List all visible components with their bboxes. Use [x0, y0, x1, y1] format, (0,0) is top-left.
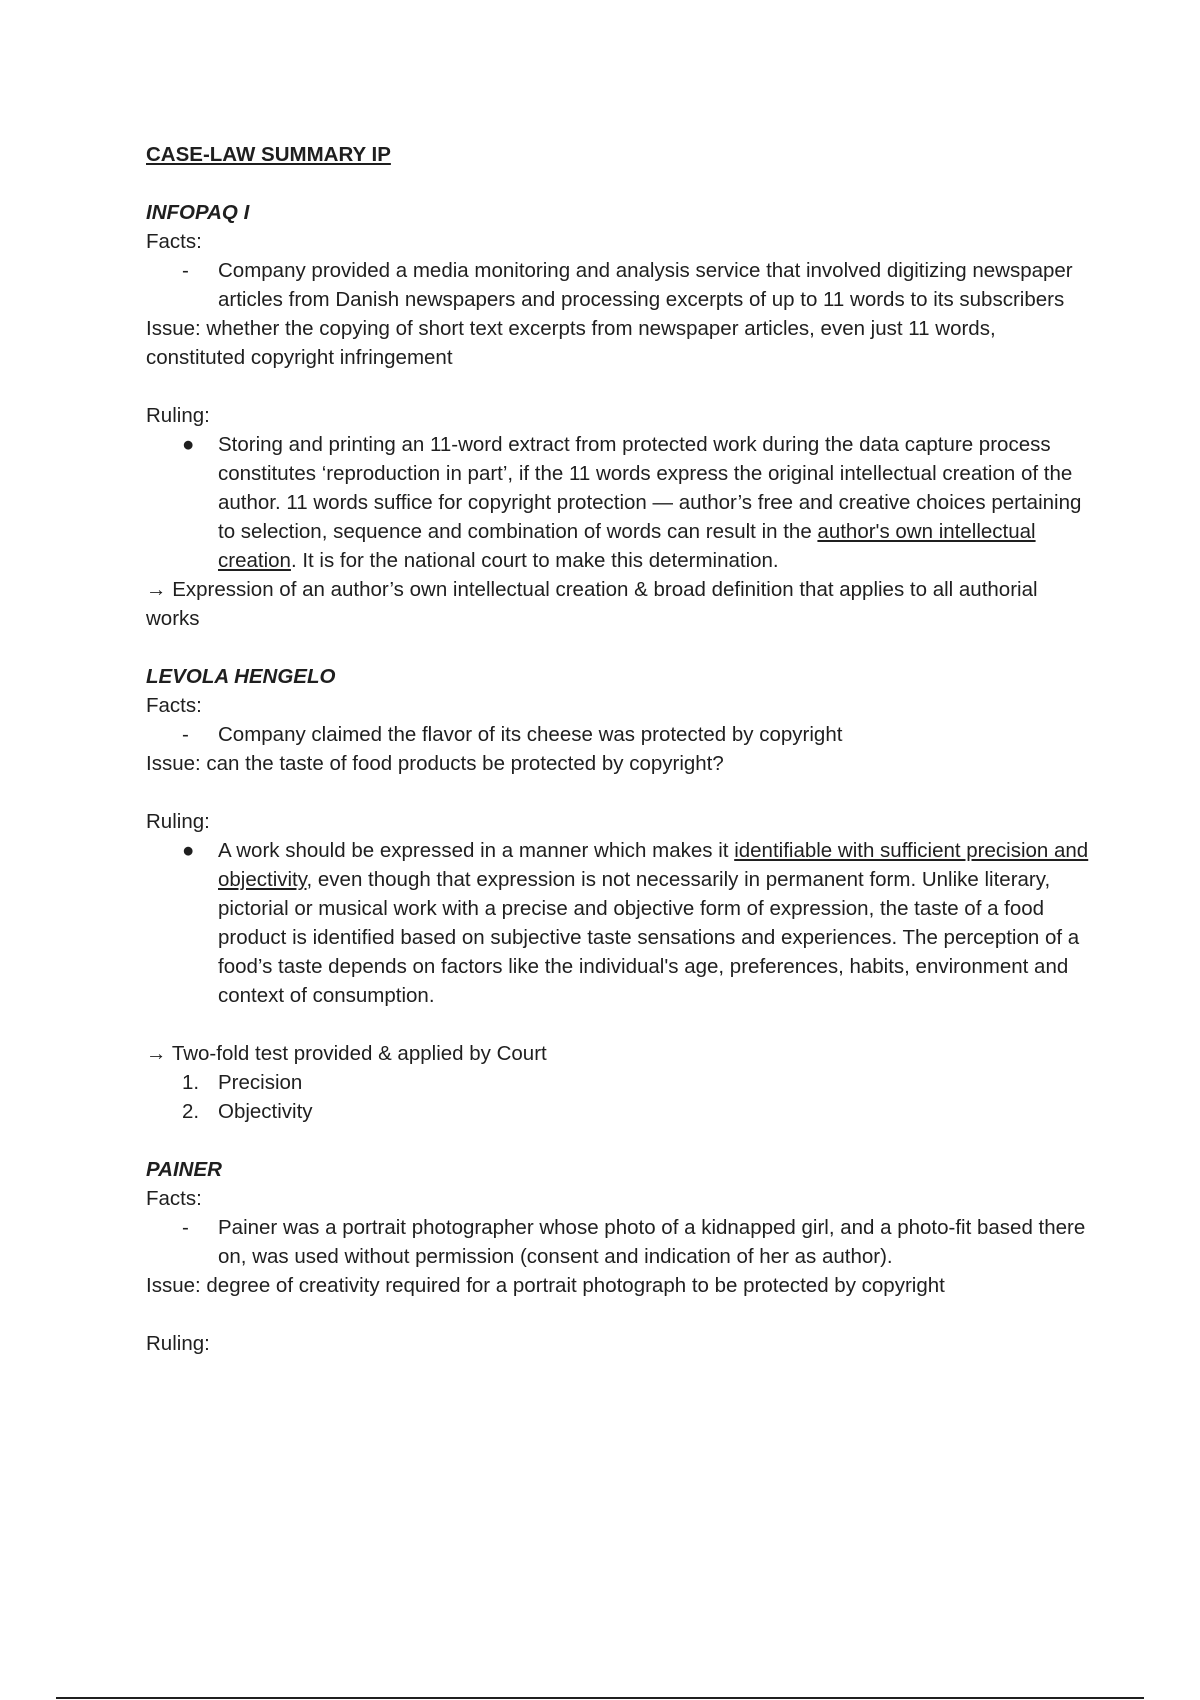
conclusion-text: → Two-fold test provided & applied by Court	[146, 1042, 547, 1065]
dash-bullet-icon: -	[182, 1216, 189, 1239]
fact-text: Company claimed the flavor of its cheese was protected by copyright	[218, 723, 843, 746]
case-title: LEVOLA HENGELO	[146, 665, 336, 688]
facts-list	[146, 1213, 1096, 1271]
issue-text: Issue: degree of creativity required for a portrait photograph to be protected by copyright	[146, 1274, 945, 1297]
list-number: 1.	[182, 1071, 200, 1094]
ruling-text-end: . It is for the national court to make this determination.	[290, 549, 779, 572]
test-list	[146, 1068, 1096, 1126]
ruling-label: Ruling:	[146, 1332, 210, 1355]
test-item: Precision	[218, 1071, 303, 1094]
facts-label: Facts:	[146, 230, 202, 253]
case-title: PAINER	[146, 1158, 222, 1181]
list-item	[146, 836, 1096, 1010]
issue-text: Issue: can the taste of food products be protected by copyright?	[146, 752, 724, 775]
ruling-label: Ruling:	[146, 810, 210, 833]
ruling-label: Ruling:	[146, 404, 210, 427]
document-page	[146, 140, 1096, 1358]
ruling-text-end: , even though that expression is not necessarily in permanent form. Unlike literary, pictorial or musical work with a precise and objective form of expression, the taste of a food product is identified based on subjective taste sensations and experiences. The perception of a food’s taste depends on factors like the individual's age, preferences, habits, environment and context of consumption.	[218, 868, 1080, 1007]
facts-list	[146, 256, 1096, 314]
test-item: Objectivity	[218, 1100, 313, 1123]
dot-bullet-icon: ●	[182, 839, 195, 862]
dot-bullet-icon: ●	[182, 433, 195, 456]
page-bottom-divider	[56, 1697, 1144, 1699]
list-item	[146, 430, 1096, 575]
ruling-text-start: Storing and printing an 11-word extract from protected work during the data capture process constitutes ‘reproduction in part’, if the 11 words express the original intellectual creation of the author. 11 words suffice for copyright protection — author’s free and creative choices pertaining to selection, sequence and combination of words can result in the	[218, 433, 1082, 543]
case-title: INFOPAQ I	[146, 201, 250, 224]
ruling-underlined-phrase: identifiable with sufficient precision and objectivity	[218, 839, 1089, 891]
fact-text: Painer was a portrait photographer whose photo of a kidnapped girl, and a photo-fit based there on, was used without permission (consent and indication of her as author).	[218, 1216, 1086, 1268]
case-infopaq	[146, 198, 1096, 633]
list-item	[146, 256, 1096, 314]
facts-list	[146, 720, 1096, 749]
fact-text: Company provided a media monitoring and analysis service that involved digitizing newspaper articles from Danish newspapers and processing excerpts of up to 11 words to its subscribers	[218, 259, 1073, 311]
conclusion-text: → Expression of an author’s own intellectual creation & broad definition that applies to all authorial works	[146, 578, 1038, 630]
list-item	[146, 1068, 1096, 1097]
list-item	[146, 1097, 1096, 1126]
list-number: 2.	[182, 1100, 200, 1123]
list-item	[146, 1213, 1096, 1271]
case-painer	[146, 1155, 1096, 1358]
case-levola-hengelo	[146, 662, 1096, 1126]
document-title: CASE-LAW SUMMARY IP	[146, 143, 391, 166]
ruling-underlined-phrase: author's own intellectual creation	[218, 520, 1036, 572]
list-item	[146, 720, 1096, 749]
facts-label: Facts:	[146, 694, 202, 717]
ruling-list	[146, 430, 1096, 575]
facts-label: Facts:	[146, 1187, 202, 1210]
dash-bullet-icon: -	[182, 259, 189, 282]
dash-bullet-icon: -	[182, 723, 189, 746]
issue-text: Issue: whether the copying of short text excerpts from newspaper articles, even just 11 words, constituted copyright infringement	[146, 317, 996, 369]
ruling-text-start: A work should be expressed in a manner which makes it	[218, 839, 735, 862]
ruling-list	[146, 836, 1096, 1010]
